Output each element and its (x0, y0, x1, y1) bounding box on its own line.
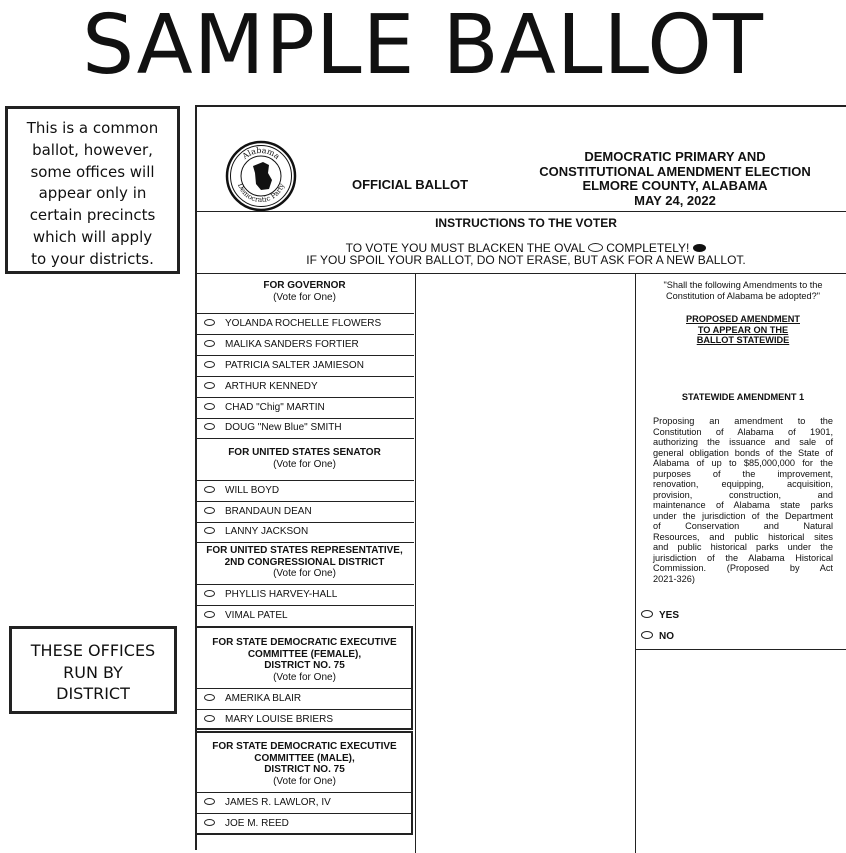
heading-line: TO APPEAR ON THE (697, 324, 789, 335)
vote-oval-icon[interactable] (204, 590, 215, 597)
candidate-name: LANNY JACKSON (225, 526, 309, 537)
candidate-row[interactable] (197, 377, 412, 396)
statewide-amendment-title: STATEWIDE AMENDMENT 1 (681, 392, 805, 402)
candidate-name: PHYLLIS HARVEY-HALL (225, 589, 338, 600)
candidate-name: AMERIKA BLAIR (225, 693, 302, 704)
candidate-row[interactable] (197, 522, 412, 541)
race-header-sdec-male (197, 741, 412, 787)
amendment-no-option[interactable] (641, 630, 674, 644)
body-line: jurisdiction of the Alabama Historical (653, 552, 833, 563)
body-line: renovation, equipping, acquisition, (653, 479, 833, 489)
candidate-name: PATRICIA SALTER JAMIESON (225, 360, 364, 371)
race-title: FOR STATE DEMOCRATIC EXECUTIVE (212, 741, 397, 752)
candidate-row[interactable] (197, 585, 412, 604)
common-ballot-note (5, 106, 180, 274)
vote-oval-icon[interactable] (204, 486, 215, 493)
body-line: provision, construction, and (653, 489, 833, 500)
vote-oval-icon[interactable] (204, 715, 215, 722)
body-line: 2021-326) (653, 573, 695, 584)
svg-text:Democratic Party: Democratic Party (235, 182, 287, 205)
election-line: MAY 24, 2022 (634, 192, 716, 208)
candidate-name: CHAD "Chig" MARTIN (225, 402, 325, 413)
proposed-amendment-heading (653, 314, 833, 346)
yes-label: YES (659, 610, 680, 621)
note-line: THESE OFFICES (30, 641, 156, 660)
body-line: authorizing the issuance and sale of (653, 437, 833, 447)
vote-for-one: (Vote for One) (273, 291, 336, 303)
race-header-us-representative (197, 545, 412, 580)
vote-oval-icon[interactable] (204, 340, 215, 347)
candidate-name: MARY LOUISE BRIERS (225, 714, 333, 725)
race-title: 2ND CONGRESSIONAL DISTRICT (224, 556, 385, 568)
divider (635, 649, 846, 650)
instruction-line-2: IF YOU SPOIL YOUR BALLOT, DO NOT ERASE, BUT ASK FOR A NEW BALLOT. (306, 253, 746, 267)
note-line: which will apply (32, 227, 153, 246)
divider (635, 273, 636, 853)
candidate-name: ARTHUR KENNEDY (225, 381, 318, 392)
race-header-sdec-female (197, 637, 412, 683)
candidate-row[interactable] (197, 335, 412, 354)
district-offices-note (9, 626, 177, 714)
race-title: FOR UNITED STATES SENATOR (228, 447, 381, 458)
heading-line: PROPOSED AMENDMENT (686, 314, 800, 324)
race-title: DISTRICT NO. 75 (264, 764, 345, 775)
body-line: under the jurisdiction of the Department (653, 510, 833, 521)
candidate-row[interactable] (197, 418, 412, 437)
instruction-text: TO VOTE YOU MUST BLACKEN THE OVAL (345, 241, 586, 255)
instruction-text: COMPLETELY! (606, 241, 690, 255)
race-title: DISTRICT NO. 75 (264, 660, 345, 671)
body-line: Commission. (Proposed by Act (653, 563, 833, 573)
election-line: CONSTITUTIONAL AMENDMENT ELECTION (539, 163, 811, 179)
candidate-name: YOLANDA ROCHELLE FLOWERS (225, 318, 382, 329)
note-line: certain precincts (29, 206, 156, 225)
candidate-row[interactable] (197, 481, 412, 500)
vote-oval-icon[interactable] (204, 527, 215, 534)
race-title: FOR GOVERNOR (263, 280, 346, 291)
candidate-name: JOE M. REED (225, 818, 289, 829)
body-line: Alabama of up to $85,000,000 for the (653, 458, 833, 468)
divider (196, 542, 414, 543)
election-line: ELMORE COUNTY, ALABAMA (582, 178, 768, 193)
note-line: ballot, however, (32, 140, 153, 159)
democratic-party-seal (225, 140, 297, 212)
heading-line: BALLOT STATEWIDE (696, 335, 790, 345)
candidate-row[interactable] (197, 689, 412, 708)
amendment-body (653, 416, 833, 584)
race-header-us-senator (197, 447, 412, 470)
note-line: RUN BY (63, 662, 123, 682)
candidate-row[interactable] (197, 502, 412, 521)
divider (197, 273, 846, 274)
note-line: to your districts. (31, 249, 154, 268)
body-line: and public historical parks under the (653, 542, 833, 552)
note-line: appear only in (38, 184, 147, 203)
sample-ballot-title: SAMPLE BALLOT (82, 0, 764, 93)
vote-oval-icon[interactable] (204, 361, 215, 368)
note-line: This is a common (26, 119, 159, 137)
body-line: maintenance of Alabama state parks (653, 500, 833, 510)
candidate-name: MALIKA SANDERS FORTIER (225, 339, 359, 350)
amendment-yes-option[interactable] (641, 609, 679, 623)
vote-for-one: (Vote for One) (273, 775, 336, 787)
no-label: NO (659, 631, 674, 642)
vote-for-one: (Vote for One) (273, 671, 336, 683)
vote-oval-icon[interactable] (641, 610, 653, 618)
candidate-row[interactable] (197, 356, 412, 375)
svg-text:Alabama: Alabama (240, 145, 282, 162)
candidate-row[interactable] (197, 814, 412, 833)
vote-for-one: (Vote for One) (273, 458, 336, 470)
body-line: Proposing an amendment to the (653, 416, 833, 426)
body-line: purposes of the improvement, (653, 468, 833, 479)
vote-oval-icon[interactable] (204, 611, 215, 618)
vote-oval-icon[interactable] (204, 382, 215, 389)
body-line: general obligation bonds of the State of (653, 447, 833, 458)
race-title: FOR STATE DEMOCRATIC EXECUTIVE (212, 637, 397, 648)
candidate-row[interactable] (197, 606, 412, 625)
candidate-name: JAMES R. LAWLOR, IV (225, 797, 331, 808)
vote-oval-icon[interactable] (204, 507, 215, 514)
vote-oval-icon[interactable] (641, 631, 653, 639)
vote-oval-icon[interactable] (204, 423, 215, 430)
empty-oval-icon (588, 243, 603, 252)
vote-for-one: (Vote for One) (273, 568, 336, 579)
candidate-row[interactable] (197, 398, 412, 417)
official-ballot-label: OFFICIAL BALLOT (351, 177, 469, 192)
filled-oval-icon (693, 244, 706, 252)
election-title (510, 150, 840, 208)
election-line: DEMOCRATIC PRIMARY AND (584, 149, 766, 164)
candidate-row[interactable] (197, 314, 412, 333)
vote-oval-icon[interactable] (204, 403, 215, 410)
candidate-name: WILL BOYD (225, 485, 280, 496)
race-title: COMMITTEE (MALE), (254, 752, 355, 764)
vote-oval-icon[interactable] (204, 819, 215, 826)
body-line: Constitution of Alabama of 1901, (653, 426, 833, 437)
amendment-question: "Shall the following Amendments to the Constitution of Alabama be adopted?" (663, 280, 823, 301)
vote-oval-icon[interactable] (204, 798, 215, 805)
race-header-governor (197, 280, 412, 303)
candidate-row[interactable] (197, 710, 412, 729)
body-line: of Conservation and Natural (653, 521, 833, 531)
vote-oval-icon[interactable] (204, 694, 215, 701)
note-line: some offices will (30, 162, 155, 181)
candidate-row[interactable] (197, 793, 412, 812)
divider (196, 438, 414, 439)
candidate-name: BRANDAUN DEAN (225, 506, 312, 517)
race-title: COMMITTEE (FEMALE), (247, 648, 362, 660)
candidate-name: VIMAL PATEL (225, 610, 288, 621)
instructions-title: INSTRUCTIONS TO THE VOTER (435, 216, 617, 230)
vote-oval-icon[interactable] (204, 319, 215, 326)
body-line: Resources, and public historical sites (653, 531, 833, 542)
candidate-name: DOUG "New Blue" SMITH (225, 422, 342, 433)
note-line: DISTRICT (56, 684, 130, 703)
divider (415, 273, 416, 853)
race-title: FOR UNITED STATES REPRESENTATIVE, (206, 545, 403, 556)
